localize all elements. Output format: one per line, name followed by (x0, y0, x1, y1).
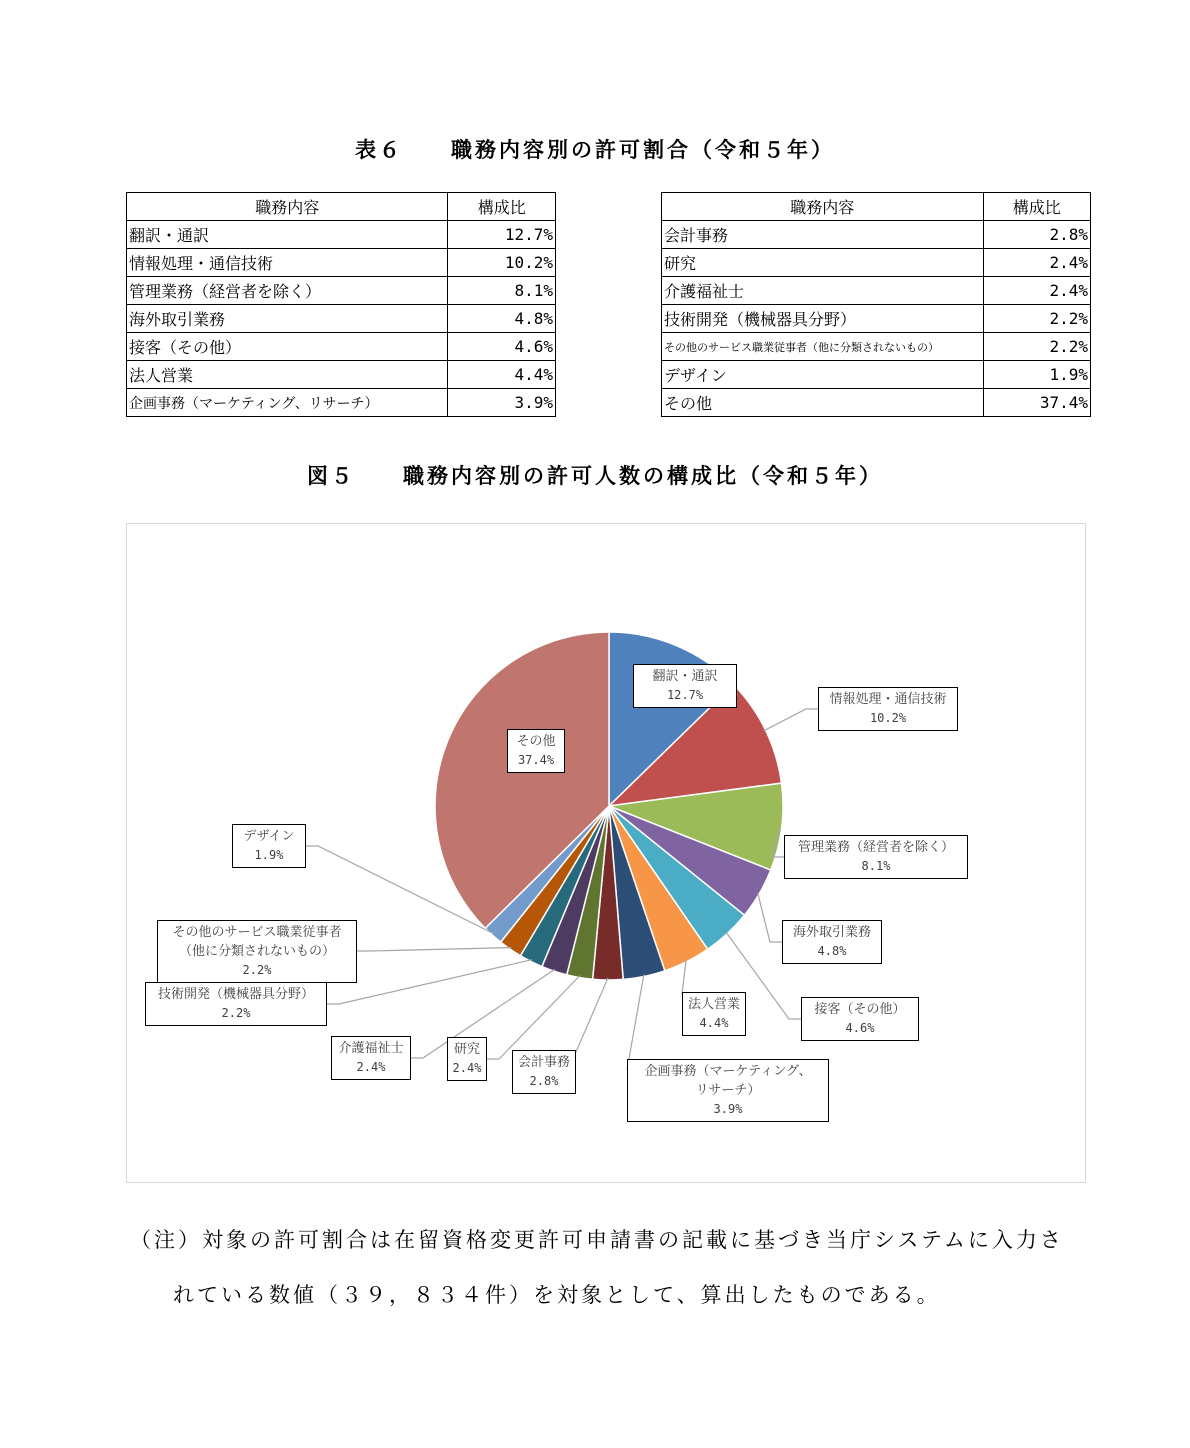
table-row (127, 389, 556, 417)
table-row (662, 389, 1091, 417)
note-line-2: れている数値（３９，８３４件）を対象として、算出したものである。 (173, 1283, 941, 1307)
ratio-cell: 8.1% (448, 277, 556, 305)
table-row (127, 361, 556, 389)
data-label-name: 海外取引業務 (792, 925, 871, 940)
data-label (784, 835, 968, 879)
table-row (662, 221, 1091, 249)
leader-line (576, 978, 608, 1052)
data-label (145, 982, 327, 1026)
header-job: 職務内容 (662, 193, 984, 221)
data-label-value: 37.4% (517, 753, 555, 767)
ratio-cell: 2.2% (983, 305, 1090, 333)
ratio-cell: 10.2% (448, 249, 556, 277)
ratio-cell: 2.2% (983, 333, 1090, 361)
job-cell: 情報処理・通信技術 (127, 249, 448, 277)
data-label-name: （他に分類されないもの） (178, 943, 335, 959)
job-cell: 企画事務（マーケティング、リサーチ） (127, 389, 448, 417)
data-label-value: 2.2% (242, 962, 272, 977)
pie-chart (126, 523, 1086, 1183)
leader-line (764, 709, 818, 731)
data-label-name: 介護福祉士 (338, 1041, 404, 1056)
data-label-value: 2.2% (221, 1006, 251, 1020)
table-row (662, 277, 1091, 305)
data-label (627, 1059, 829, 1122)
data-label-name: 翻訳・通訳 (652, 669, 718, 684)
table-row (662, 249, 1091, 277)
ratio-cell: 2.8% (983, 221, 1090, 249)
ratio-cell: 2.4% (983, 277, 1090, 305)
data-label-name: リサーチ） (695, 1082, 761, 1098)
data-label (801, 997, 919, 1041)
data-label-name: 技術開発（機械器具分野） (157, 987, 314, 1002)
data-label-name: その他 (516, 734, 556, 749)
job-cell: 海外取引業務 (127, 305, 448, 333)
data-label-name: 研究 (453, 1042, 480, 1057)
data-label-value: 4.4% (699, 1016, 729, 1030)
data-label-value: 10.2% (869, 711, 907, 725)
job-cell: 管理業務（経営者を除く） (127, 277, 448, 305)
data-label-name: 企画事務（マーケティング、 (644, 1063, 812, 1079)
leader-line (327, 960, 532, 1004)
ratio-cell: 3.9% (448, 389, 556, 417)
table-row (127, 249, 556, 277)
table-row (127, 305, 556, 333)
data-label-name: 接客（その他） (814, 1002, 906, 1017)
job-cell: 会計事務 (662, 221, 984, 249)
job-cell: 法人営業 (127, 361, 448, 389)
ratio-cell: 4.4% (448, 361, 556, 389)
data-label (512, 1050, 576, 1094)
header-job: 職務内容 (127, 193, 448, 221)
ratio-cell: 12.7% (448, 221, 556, 249)
ratio-cell: 4.8% (448, 305, 556, 333)
table-row (127, 333, 556, 361)
table-row (662, 361, 1091, 389)
ratio-cell: 37.4% (983, 389, 1090, 417)
table-title: 表６ 職務内容別の許可割合（令和５年） (355, 138, 835, 162)
data-label (157, 920, 357, 983)
data-label-value: 2.4% (356, 1060, 386, 1074)
job-cell: 技術開発（機械器具分野） (662, 305, 984, 333)
table-row (127, 277, 556, 305)
job-cell: デザイン (662, 361, 984, 389)
data-label-value: 2.4% (452, 1061, 482, 1075)
leader-line (627, 974, 644, 1070)
data-label (447, 1037, 487, 1081)
job-cell: 翻訳・通訳 (127, 221, 448, 249)
job-cell: 介護福祉士 (662, 277, 984, 305)
leader-line (487, 976, 580, 1060)
data-label-value: 4.6% (845, 1021, 875, 1035)
job-cell: 研究 (662, 249, 984, 277)
data-label-name: デザイン (243, 829, 295, 844)
leader-line (682, 960, 686, 994)
leader-line (357, 948, 511, 951)
table-row (662, 305, 1091, 333)
data-label (633, 664, 737, 708)
data-label-value: 1.9% (254, 848, 284, 862)
ratio-cell: 2.4% (983, 249, 1090, 277)
data-label (331, 1036, 411, 1080)
data-label-value: 4.8% (817, 944, 847, 958)
data-label-value: 12.7% (666, 688, 704, 702)
data-label-name: その他のサービス職業従事者 (172, 924, 342, 940)
data-label-name: 管理業務（経営者を除く） (797, 840, 954, 855)
figure-title: 図５ 職務内容別の許可人数の構成比（令和５年） (307, 464, 883, 488)
data-label-value: 2.8% (529, 1074, 559, 1088)
table-row (662, 333, 1091, 361)
ratio-cell: 4.6% (448, 333, 556, 361)
ratio-table-left (126, 192, 556, 417)
table-row (127, 221, 556, 249)
header-ratio: 構成比 (983, 193, 1090, 221)
note-line-1: （注）対象の許可割合は在留資格変更許可申請書の記載に基づき当庁システムに入力さ (130, 1228, 1064, 1252)
leader-line (758, 893, 782, 942)
data-label (782, 920, 882, 964)
job-cell: その他のサービス職業従事者（他に分類されないもの） (662, 333, 984, 361)
job-cell: 接客（その他） (127, 333, 448, 361)
ratio-cell: 1.9% (983, 361, 1090, 389)
job-cell: その他 (662, 389, 984, 417)
data-label (232, 824, 306, 868)
data-label (682, 992, 746, 1036)
data-label-value: 8.1% (861, 859, 891, 873)
data-label (818, 687, 958, 731)
data-label-name: 会計事務 (517, 1055, 570, 1070)
ratio-table-right (661, 192, 1091, 417)
header-ratio: 構成比 (448, 193, 556, 221)
data-label-value: 3.9% (713, 1101, 743, 1116)
data-label (507, 729, 565, 773)
data-label-name: 情報処理・通信技術 (829, 692, 947, 707)
data-label-name: 法人営業 (687, 997, 740, 1012)
